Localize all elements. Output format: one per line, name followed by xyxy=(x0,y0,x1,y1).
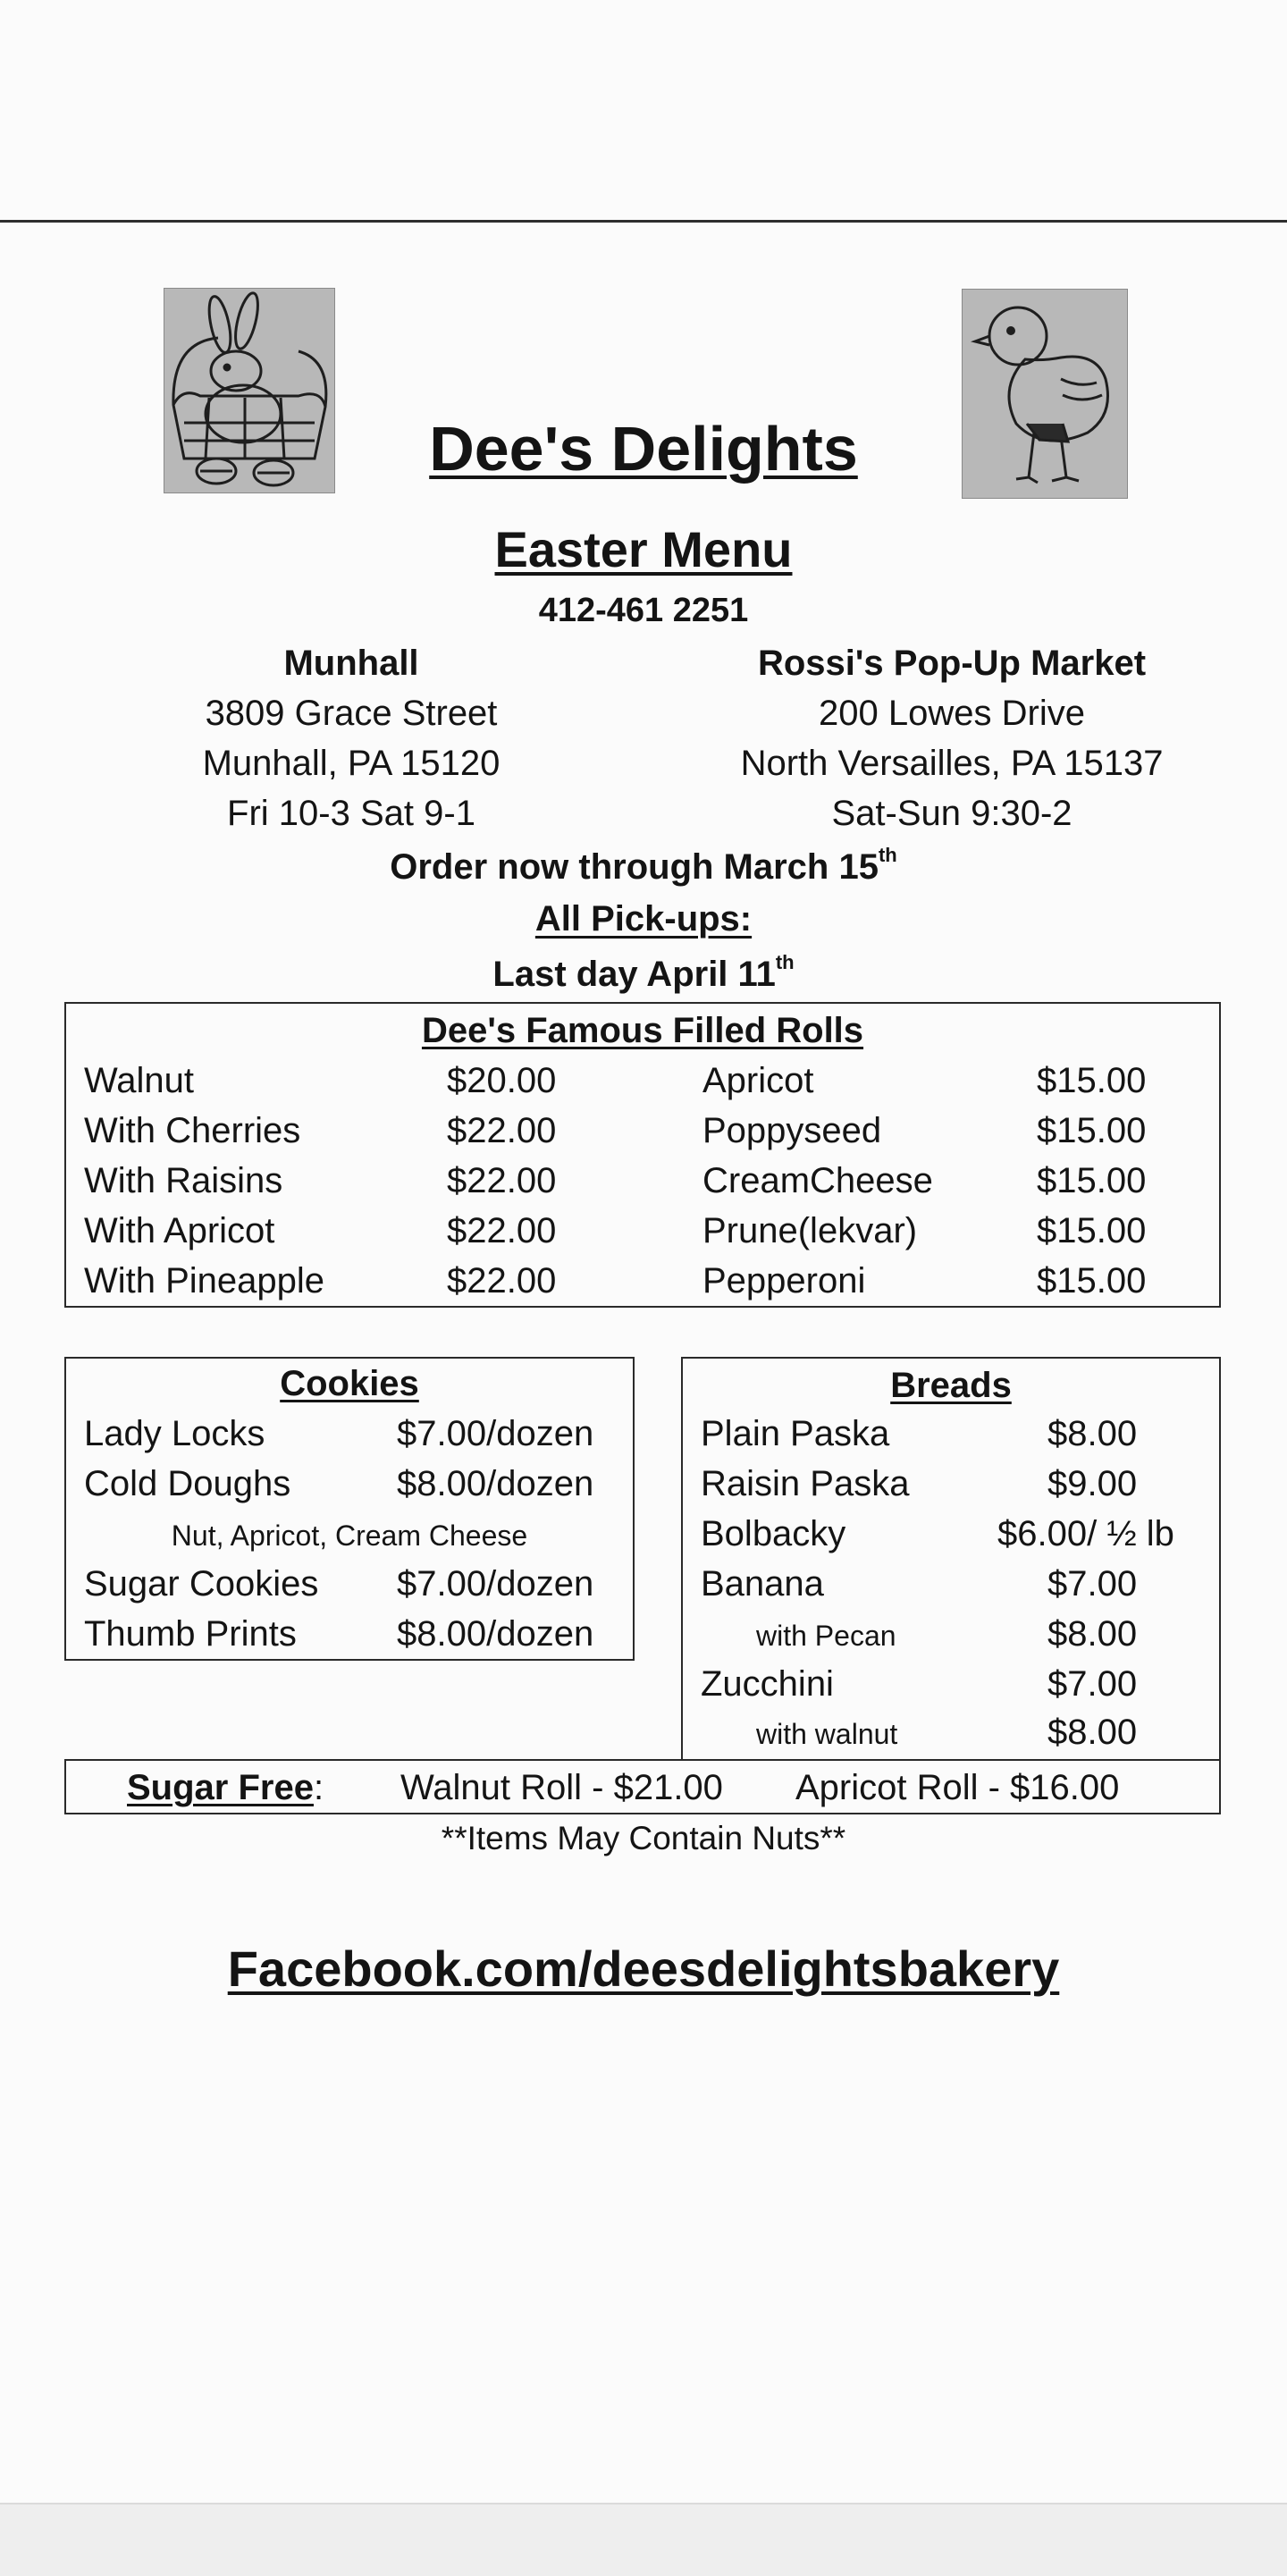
phone-number: 412-461 2251 xyxy=(538,592,749,629)
nuts-warning: **Items May Contain Nuts** xyxy=(441,1820,846,1856)
roll-item-price: $22.00 xyxy=(447,1261,557,1301)
roll-item-price: $15.00 xyxy=(1037,1161,1147,1200)
pickups-heading: All Pick-ups: xyxy=(534,899,753,939)
bread-variant-name: with Pecan xyxy=(756,1620,896,1652)
cold-doughs-flavors: Nut, Apricot, Cream Cheese xyxy=(171,1520,528,1552)
filled-rolls-section xyxy=(64,1002,1221,1308)
roll-item-name: Apricot xyxy=(702,1061,814,1100)
bread-item-price: $8.00 xyxy=(1047,1713,1138,1752)
location-hours: Sat-Sun 9:30-2 xyxy=(831,794,1072,833)
breads-section xyxy=(681,1357,1221,1761)
roll-item-name: With Raisins xyxy=(84,1161,283,1200)
roll-item-name: CreamCheese xyxy=(702,1161,933,1200)
roll-item-price: $20.00 xyxy=(447,1061,557,1100)
roll-item-price: $15.00 xyxy=(1037,1061,1147,1100)
bread-item-price: $7.00 xyxy=(1047,1664,1138,1704)
order-deadline: Order now through March 15th xyxy=(390,844,897,887)
page-bottom-edge xyxy=(0,2503,1287,2576)
cookie-item-price: $7.00/dozen xyxy=(397,1564,594,1604)
facebook-link[interactable]: Facebook.com/deesdelightsbakery xyxy=(227,1940,1060,1997)
cookie-item-name: Cold Doughs xyxy=(84,1464,291,1503)
cookies-heading: Cookies xyxy=(280,1364,419,1403)
cookie-item-price: $7.00/dozen xyxy=(397,1414,594,1453)
bread-item-price: $9.00 xyxy=(1047,1464,1138,1503)
sugar-free-section xyxy=(64,1759,1221,1814)
menu-subtitle: Easter Menu xyxy=(494,521,793,577)
last-pickup-day: Last day April 11th xyxy=(492,951,795,994)
cookie-item-name: Thumb Prints xyxy=(84,1614,297,1654)
roll-item-price: $22.00 xyxy=(447,1211,557,1250)
bread-item-price: $8.00 xyxy=(1047,1414,1138,1453)
bread-item-price: $8.00 xyxy=(1047,1614,1138,1654)
top-rule xyxy=(0,220,1287,223)
location-city: North Versailles, PA 15137 xyxy=(740,744,1164,783)
location-name: Rossi's Pop-Up Market xyxy=(757,644,1147,683)
location-street: 200 Lowes Drive xyxy=(819,694,1085,733)
roll-item-price: $15.00 xyxy=(1037,1261,1147,1301)
bread-item-name: Plain Paska xyxy=(701,1414,890,1453)
cookie-item-name: Sugar Cookies xyxy=(84,1564,319,1604)
roll-item-name: Prune(lekvar) xyxy=(702,1211,918,1250)
filled-rolls-heading: Dee's Famous Filled Rolls xyxy=(421,1011,864,1050)
sugar-free-walnut-roll: Walnut Roll - $21.00 xyxy=(400,1768,723,1807)
cookie-item-name: Lady Locks xyxy=(84,1414,265,1453)
bread-item-name: Banana xyxy=(701,1564,824,1604)
roll-item-price: $22.00 xyxy=(447,1111,557,1150)
roll-item-name: With Apricot xyxy=(84,1211,275,1250)
location-city: Munhall, PA 15120 xyxy=(202,744,500,783)
location-name: Munhall xyxy=(283,644,419,683)
page-title: Dee's Delights xyxy=(429,414,858,484)
location-rossis-pop-up-market xyxy=(697,638,1207,838)
location-street: 3809 Grace Street xyxy=(205,694,498,733)
cookies-section xyxy=(64,1357,635,1661)
roll-item-price: $15.00 xyxy=(1037,1211,1147,1250)
cookie-item-price: $8.00/dozen xyxy=(397,1614,594,1654)
bread-item-price: $7.00 xyxy=(1047,1564,1138,1604)
location-munhall xyxy=(172,638,530,838)
roll-item-price: $22.00 xyxy=(447,1161,557,1200)
sugar-free-label: Sugar Free: xyxy=(127,1768,324,1807)
bread-item-name: Zucchini xyxy=(701,1664,834,1704)
roll-item-name: With Cherries xyxy=(84,1111,301,1150)
bread-item-name: Raisin Paska xyxy=(701,1464,910,1503)
roll-item-name: With Pineapple xyxy=(84,1261,325,1301)
roll-item-name: Walnut xyxy=(84,1061,195,1100)
breads-heading: Breads xyxy=(890,1366,1012,1405)
sugar-free-apricot-roll: Apricot Roll - $16.00 xyxy=(795,1768,1120,1807)
bread-item-price: $6.00/ ½ lb xyxy=(997,1514,1174,1553)
location-hours: Fri 10-3 Sat 9-1 xyxy=(227,794,475,833)
bread-variant-name: with walnut xyxy=(756,1718,898,1750)
roll-item-price: $15.00 xyxy=(1037,1111,1147,1150)
bread-item-name: Bolbacky xyxy=(701,1514,846,1553)
cookie-item-price: $8.00/dozen xyxy=(397,1464,594,1503)
roll-item-name: Pepperoni xyxy=(702,1261,866,1301)
roll-item-name: Poppyseed xyxy=(702,1111,882,1150)
